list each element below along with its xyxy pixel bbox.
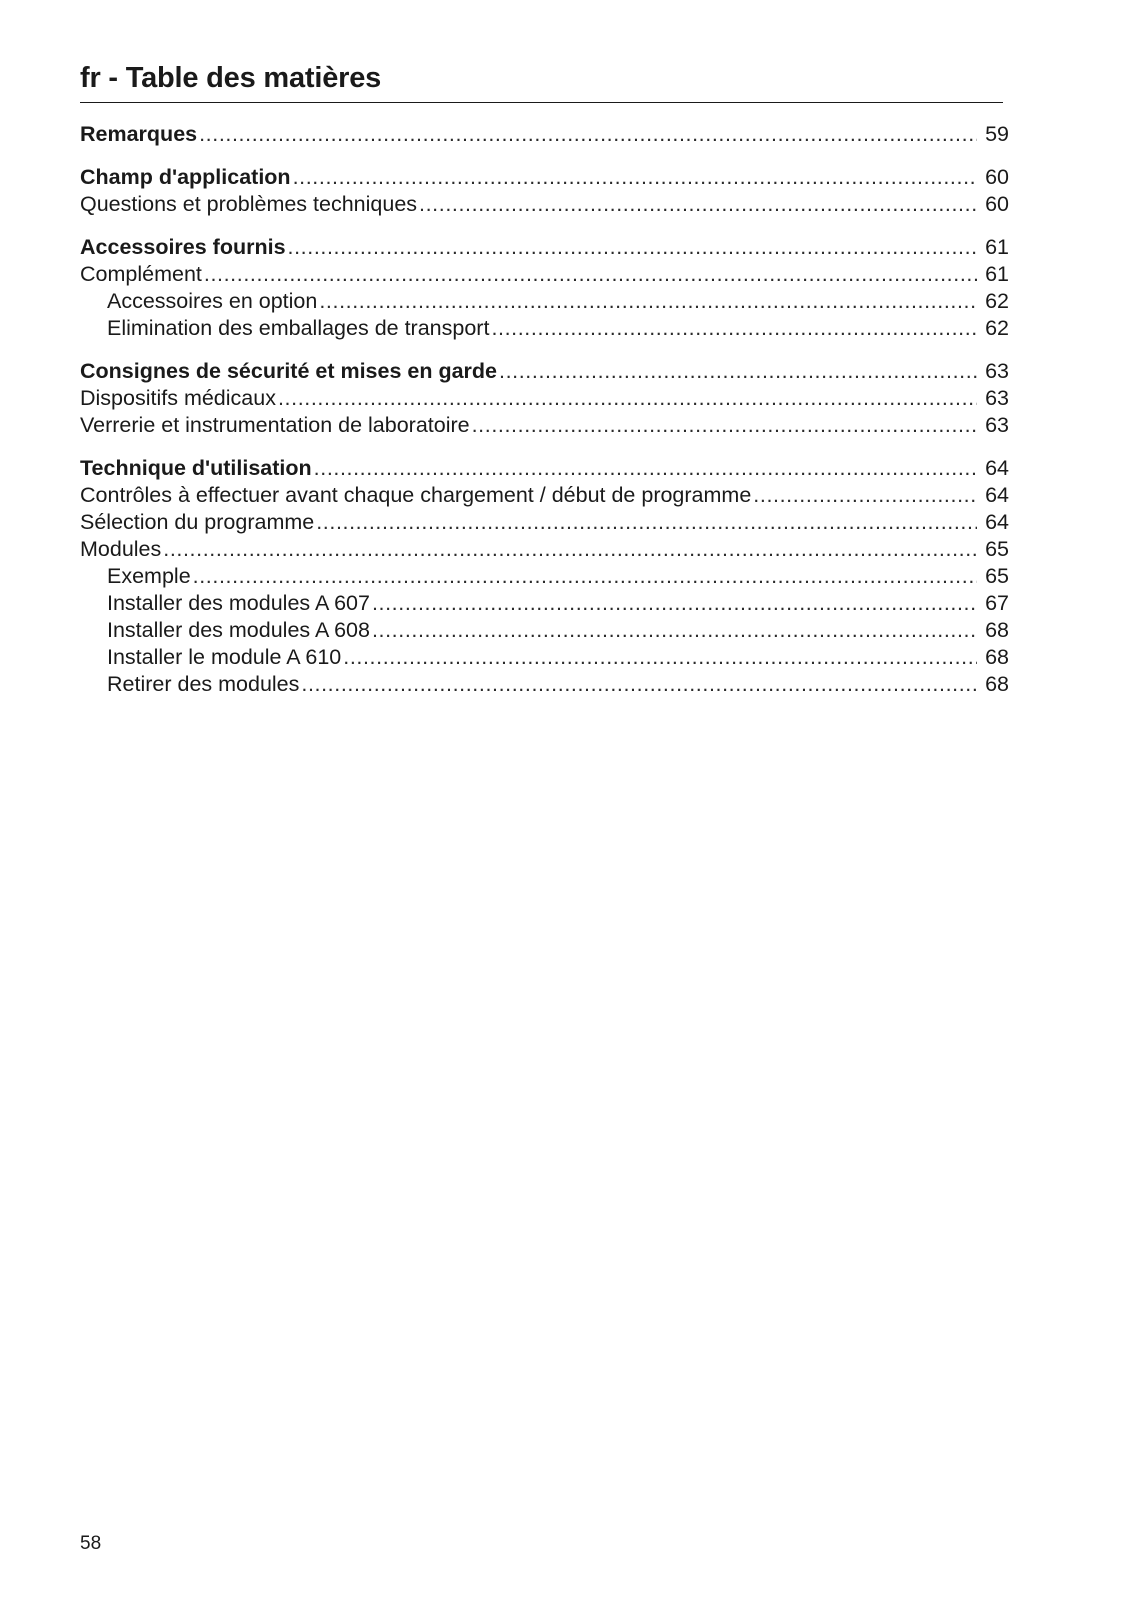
dot-leader <box>314 455 977 482</box>
dot-leader <box>204 261 977 288</box>
toc-subentry[interactable] <box>80 563 1009 590</box>
toc-entry[interactable] <box>80 191 1009 218</box>
toc-entry-label: Accessoires fournis <box>80 235 286 259</box>
toc-entry-page: 61 <box>985 235 1009 259</box>
toc-entry-page: 61 <box>985 262 1009 286</box>
toc-entry-label: Retirer des modules <box>107 672 300 696</box>
dot-leader <box>199 121 977 148</box>
toc-entry-label: Modules <box>80 537 162 561</box>
page-title: fr - Table des matières <box>80 62 382 94</box>
dot-leader <box>753 482 977 509</box>
toc-section <box>80 358 1009 439</box>
toc-entry[interactable] <box>80 482 1009 509</box>
toc-subentry[interactable] <box>80 315 1009 342</box>
toc-entry-page: 60 <box>985 165 1009 189</box>
dot-leader <box>372 617 977 644</box>
toc-entry-page: 68 <box>985 618 1009 642</box>
toc-section <box>80 234 1009 342</box>
toc-entry-label: Consignes de sécurité et mises en garde <box>80 359 498 383</box>
toc-heading-entry[interactable] <box>80 234 1009 261</box>
toc-entry-label: Exemple <box>107 564 191 588</box>
toc-entry-page: 64 <box>985 483 1009 507</box>
toc-entry-page: 63 <box>985 359 1009 383</box>
toc-entry-page: 64 <box>985 510 1009 534</box>
toc-entry-page: 67 <box>985 591 1009 615</box>
toc-entry-page: 68 <box>985 672 1009 696</box>
toc-subentry[interactable] <box>80 644 1009 671</box>
dot-leader <box>301 671 977 698</box>
dot-leader <box>372 590 977 617</box>
toc-entry-label: Verrerie et instrumentation de laboratoire <box>80 413 470 437</box>
toc-entry-page: 60 <box>985 192 1009 216</box>
dot-leader <box>278 385 977 412</box>
table-of-contents <box>80 121 1009 714</box>
toc-entry-page: 63 <box>985 386 1009 410</box>
toc-entry-label: Contrôles à effectuer avant chaque chargement / début de programme <box>80 483 752 507</box>
toc-entry-page: 68 <box>985 645 1009 669</box>
toc-entry-label: Sélection du programme <box>80 510 315 534</box>
toc-entry-page: 62 <box>985 316 1009 340</box>
toc-heading-entry[interactable] <box>80 455 1009 482</box>
toc-subentry[interactable] <box>80 288 1009 315</box>
toc-subentry[interactable] <box>80 590 1009 617</box>
toc-entry-page: 64 <box>985 456 1009 480</box>
toc-entry-label: Elimination des emballages de transport <box>107 316 490 340</box>
title-divider <box>80 102 1003 103</box>
dot-leader <box>316 509 977 536</box>
toc-heading-entry[interactable] <box>80 164 1009 191</box>
toc-entry[interactable] <box>80 412 1009 439</box>
toc-section <box>80 121 1009 148</box>
toc-heading-entry[interactable] <box>80 358 1009 385</box>
dot-leader <box>288 234 977 261</box>
toc-entry-label: Installer des modules A 607 <box>107 591 370 615</box>
dot-leader <box>163 536 977 563</box>
toc-entry-page: 59 <box>985 122 1009 146</box>
toc-entry-label: Dispositifs médicaux <box>80 386 276 410</box>
toc-entry-label: Installer des modules A 608 <box>107 618 370 642</box>
dot-leader <box>293 164 977 191</box>
toc-heading-entry[interactable] <box>80 121 1009 148</box>
dot-leader <box>472 412 977 439</box>
dot-leader <box>491 315 977 342</box>
toc-entry-label: Complément <box>80 262 202 286</box>
dot-leader <box>499 358 977 385</box>
toc-section <box>80 164 1009 218</box>
dot-leader <box>343 644 977 671</box>
toc-entry[interactable] <box>80 261 1009 288</box>
toc-entry-page: 63 <box>985 413 1009 437</box>
toc-entry-page: 65 <box>985 537 1009 561</box>
toc-entry-label: Questions et problèmes techniques <box>80 192 418 216</box>
toc-entry-label: Champ d'application <box>80 165 291 189</box>
toc-entry[interactable] <box>80 536 1009 563</box>
toc-entry-label: Installer le module A 610 <box>107 645 342 669</box>
dot-leader <box>193 563 977 590</box>
toc-entry-label: Accessoires en option <box>107 289 318 313</box>
toc-entry[interactable] <box>80 385 1009 412</box>
toc-entry[interactable] <box>80 509 1009 536</box>
page-number: 58 <box>80 1533 102 1554</box>
dot-leader <box>319 288 977 315</box>
dot-leader <box>419 191 977 218</box>
toc-subentry[interactable] <box>80 617 1009 644</box>
toc-entry-page: 65 <box>985 564 1009 588</box>
toc-section <box>80 455 1009 698</box>
toc-entry-label: Technique d'utilisation <box>80 456 312 480</box>
toc-entry-page: 62 <box>985 289 1009 313</box>
toc-subentry[interactable] <box>80 671 1009 698</box>
toc-entry-label: Remarques <box>80 122 198 146</box>
